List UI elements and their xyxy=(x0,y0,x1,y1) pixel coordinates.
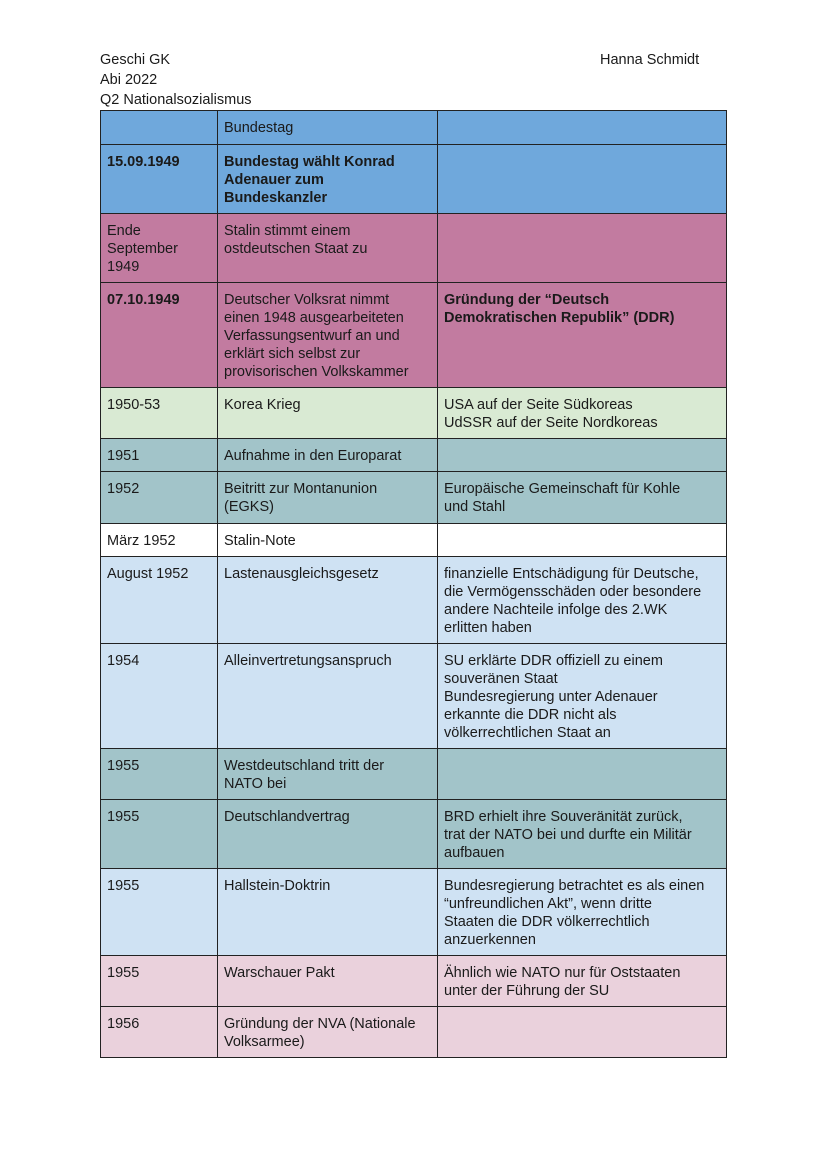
note-cell-text: Ähnlich wie NATO nur für Oststaaten unter der Führung der SU xyxy=(444,965,681,999)
table-row xyxy=(101,388,727,439)
note-cell xyxy=(438,800,727,869)
date-cell-text: 1951 xyxy=(107,448,140,464)
event-cell-text: Alleinvertretungsanspruch xyxy=(224,653,392,669)
date-cell xyxy=(101,145,218,214)
event-cell-text: Bundestag wählt Konrad Adenauer zum Bundeskanzler xyxy=(224,154,395,206)
date-cell-text: 1955 xyxy=(107,965,140,981)
event-cell-text: Korea Krieg xyxy=(224,397,301,413)
note-cell-text: Bundesregierung betrachtet es als einen “unfreundlichen Akt”, wenn dritte Staaten die DDR völkerrechtlich anzuerkennen xyxy=(444,878,705,948)
topic-label: Q2 Nationalsozialismus xyxy=(100,92,252,108)
date-cell-text: 1955 xyxy=(107,809,140,825)
date-cell xyxy=(101,869,218,956)
note-cell xyxy=(438,145,727,214)
note-cell-text: Gründung der “Deutsch Demokratischen Republik” (DDR) xyxy=(444,292,675,326)
event-cell xyxy=(218,749,438,800)
event-cell-text: Bundestag xyxy=(224,120,294,136)
timeline-table xyxy=(100,110,727,1058)
timeline-body xyxy=(101,111,727,1058)
date-cell xyxy=(101,800,218,869)
event-cell xyxy=(218,956,438,1007)
table-row xyxy=(101,472,727,524)
document-header xyxy=(100,50,252,110)
date-cell xyxy=(101,439,218,472)
date-cell-text: März 1952 xyxy=(107,533,176,549)
note-cell xyxy=(438,388,727,439)
author-name: Hanna Schmidt xyxy=(600,52,700,68)
note-cell xyxy=(438,472,727,524)
date-cell-text: 1955 xyxy=(107,758,140,774)
note-cell-text: Europäische Gemeinschaft für Kohle und Stahl xyxy=(444,481,681,515)
date-cell-text: 15.09.1949 xyxy=(107,154,180,170)
event-cell xyxy=(218,869,438,956)
event-cell-text: Warschauer Pakt xyxy=(224,965,335,981)
event-cell xyxy=(218,524,438,557)
date-cell-text: August 1952 xyxy=(107,566,189,582)
note-cell-text: SU erklärte DDR offiziell zu einem souveränen Staat Bundesregierung unter Adenauer erkannte die DDR nicht als völkerrechtlichen Staat an xyxy=(444,653,663,741)
event-cell-text: Stalin-Note xyxy=(224,533,296,549)
year-label: Abi 2022 xyxy=(100,72,158,88)
table-row xyxy=(101,749,727,800)
date-cell xyxy=(101,214,218,283)
event-cell-text: Westdeutschland tritt der NATO bei xyxy=(224,758,385,792)
table-row xyxy=(101,644,727,749)
note-cell xyxy=(438,283,727,388)
date-cell-text: 1956 xyxy=(107,1016,140,1032)
date-cell-text: 1955 xyxy=(107,878,140,894)
note-cell-text: BRD erhielt ihre Souveränität zurück, trat der NATO bei und durfte ein Militär aufbauen xyxy=(444,809,692,861)
table-row xyxy=(101,439,727,472)
event-cell xyxy=(218,472,438,524)
event-cell-text: Gründung der NVA (Nationale Volksarmee) xyxy=(224,1016,416,1050)
table-row xyxy=(101,214,727,283)
event-cell-text: Lastenausgleichsgesetz xyxy=(224,566,379,582)
event-cell-text: Stalin stimmt einem ostdeutschen Staat zu xyxy=(224,223,368,257)
date-cell-text: 1954 xyxy=(107,653,140,669)
date-cell-text: 1950-53 xyxy=(107,397,161,413)
event-cell-text: Hallstein-Doktrin xyxy=(224,878,331,894)
date-cell xyxy=(101,283,218,388)
note-cell xyxy=(438,214,727,283)
event-cell xyxy=(218,439,438,472)
date-cell-text: Ende September 1949 xyxy=(107,223,178,275)
date-cell xyxy=(101,472,218,524)
event-cell xyxy=(218,388,438,439)
table-row xyxy=(101,111,727,145)
note-cell xyxy=(438,439,727,472)
table-row xyxy=(101,1007,727,1058)
table-row xyxy=(101,557,727,644)
date-cell xyxy=(101,388,218,439)
event-cell xyxy=(218,557,438,644)
event-cell xyxy=(218,145,438,214)
note-cell xyxy=(438,111,727,145)
event-cell-text: Deutschlandvertrag xyxy=(224,809,350,825)
date-cell xyxy=(101,749,218,800)
note-cell-text: USA auf der Seite Südkoreas UdSSR auf der Seite Nordkoreas xyxy=(444,397,658,431)
event-cell xyxy=(218,214,438,283)
event-cell xyxy=(218,644,438,749)
note-cell xyxy=(438,644,727,749)
event-cell-text: Aufnahme in den Europarat xyxy=(224,448,402,464)
event-cell xyxy=(218,1007,438,1058)
note-cell xyxy=(438,524,727,557)
event-cell xyxy=(218,800,438,869)
table-row xyxy=(101,800,727,869)
note-cell-text: finanzielle Entschädigung für Deutsche, die Vermögensschäden oder besondere andere Nachteile infolge des 2.WK erlitten haben xyxy=(444,566,702,636)
date-cell-text: 1952 xyxy=(107,481,140,497)
event-cell-text: Deutscher Volksrat nimmt einen 1948 ausgearbeiteten Verfassungsentwurf an und erklärt sich selbst zur provisorischen Volkskammer xyxy=(224,292,409,380)
table-row xyxy=(101,956,727,1007)
table-row xyxy=(101,524,727,557)
event-cell xyxy=(218,283,438,388)
note-cell xyxy=(438,749,727,800)
event-cell-text: Beitritt zur Montanunion (EGKS) xyxy=(224,481,378,515)
note-cell xyxy=(438,956,727,1007)
date-cell xyxy=(101,524,218,557)
date-cell xyxy=(101,111,218,145)
date-cell xyxy=(101,557,218,644)
course-label: Geschi GK xyxy=(100,52,171,68)
date-cell-text: 07.10.1949 xyxy=(107,292,180,308)
event-cell xyxy=(218,111,438,145)
date-cell xyxy=(101,1007,218,1058)
note-cell xyxy=(438,557,727,644)
date-cell xyxy=(101,956,218,1007)
note-cell xyxy=(438,1007,727,1058)
table-row xyxy=(101,145,727,214)
date-cell xyxy=(101,644,218,749)
note-cell xyxy=(438,869,727,956)
table-row xyxy=(101,869,727,956)
table-row xyxy=(101,283,727,388)
